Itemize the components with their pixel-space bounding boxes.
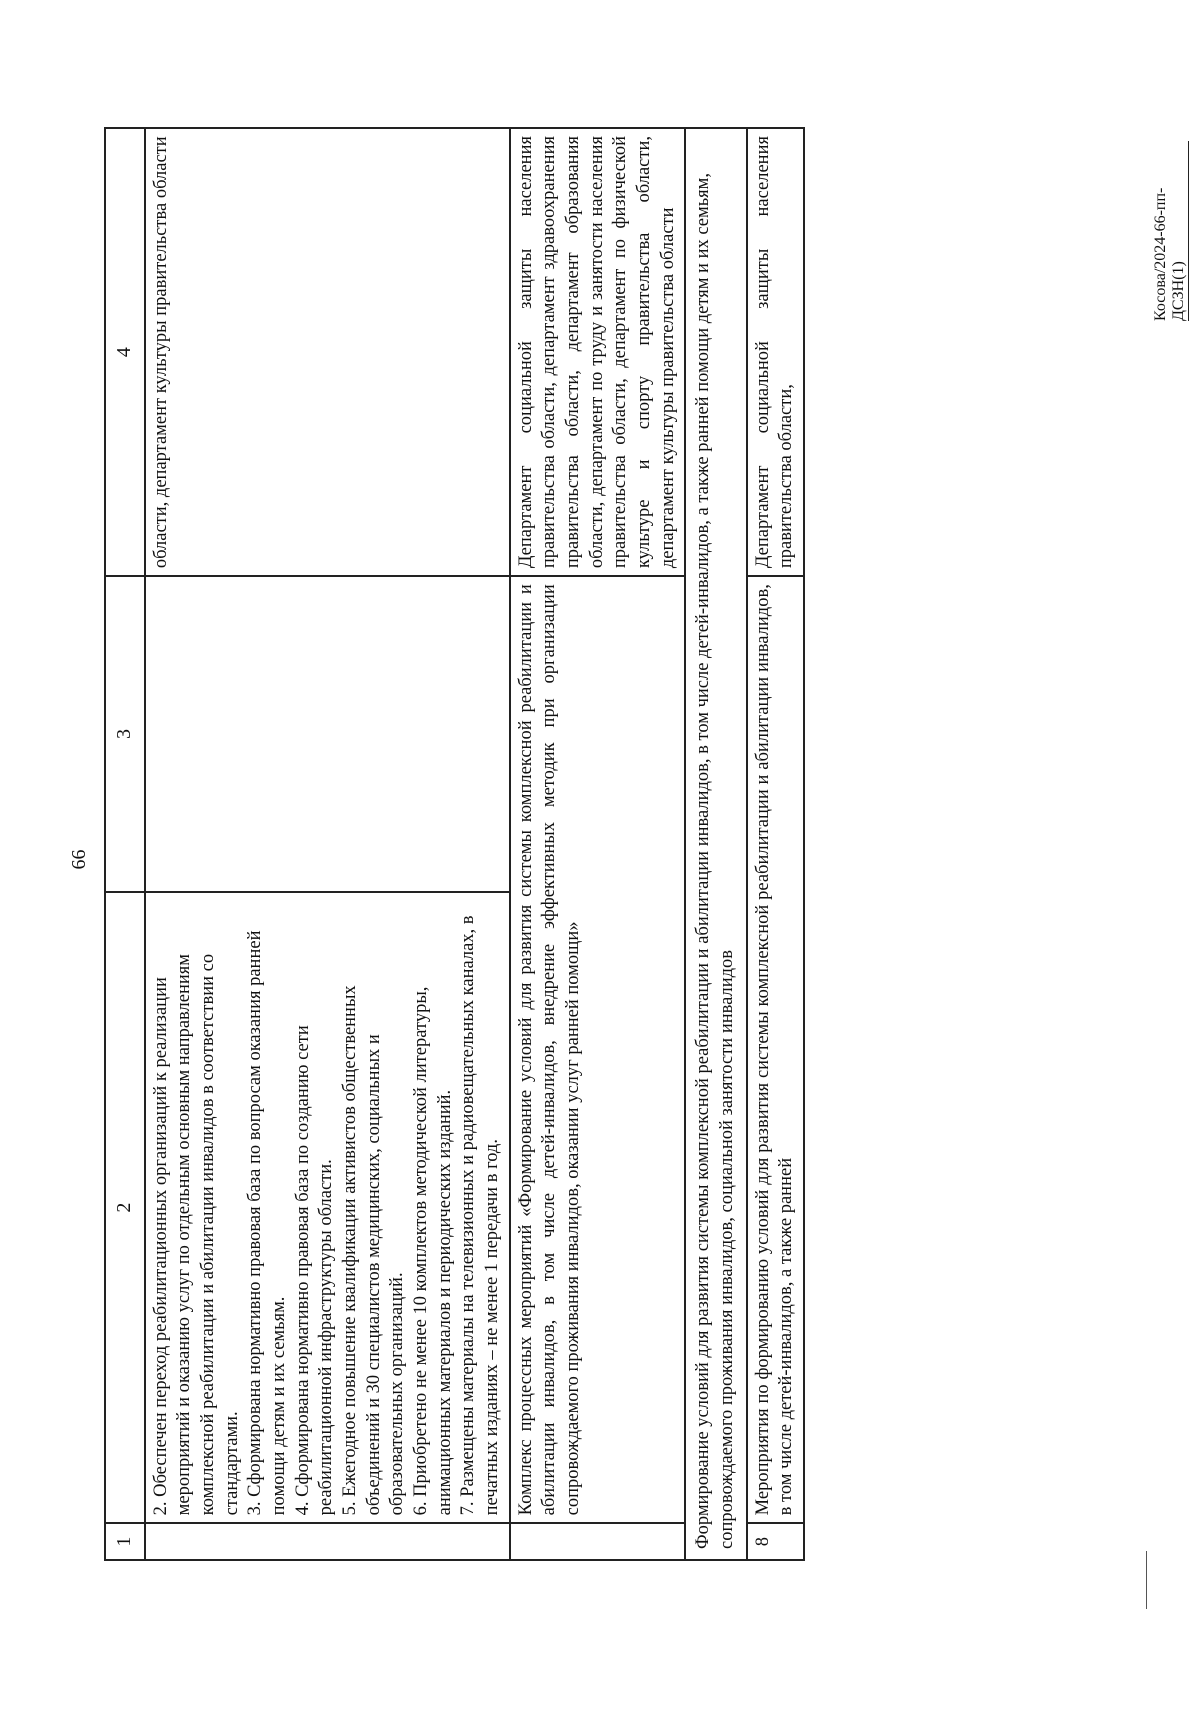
document-footer-code: Косова/2024-66-пп-ДСЗН(1): [1152, 141, 1189, 321]
table-row-complex: [510, 128, 686, 1560]
result-item: 6. Приобретено не менее 10 комплектов методической литературы, анимационных материалов и периодических изданий.: [410, 986, 455, 1516]
complex-title: Комплекс процессных мероприятий «Формирование условий для развития системы комплексной реабилитации и абилитации инвалидов, в том числе детей-инвалидов, внедрение эффективных методик при организации сопровождаемого проживания инвалидов, оказании услуг ранней помощи»: [510, 576, 686, 1523]
section-header: Формирование условий для развития системы комплексной реабилитации и абилитации инвалидов, в том числе детей-инвалидов, а также ранней помощи детям и их семьям, сопровождаемого проживания инвалидов, социальной занятости инвалидов: [685, 128, 746, 1560]
complex-responsible: Департамент социальной защиты населения правительства области, департамент здравоохранения правительства области, департамент образования области, департамент по труду и занятости населения правительства области, департамент по физической культуре и спорту правительства области, департамент культуры правительства области: [510, 128, 686, 576]
section-header-row: [685, 128, 746, 1560]
header-col-3: 3: [105, 576, 145, 892]
results-responsible: области, департамент культуры правительства области: [145, 128, 510, 576]
page-number: 66: [68, 849, 90, 870]
results-col-1: [145, 1523, 510, 1560]
result-item: 2. Обеспечен переход реабилитационных организаций к реализации мероприятий и оказанию услуг по отдельным основным направлениям комплексной реабилитации и абилитации инвалидов в соответствии со стандартами.: [150, 953, 242, 1516]
table-row-results: [145, 128, 510, 1560]
result-item: 3. Сформирована нормативно правовая база по вопросам оказания ранней помощи детям и их семьям.: [245, 930, 289, 1516]
measures-table: [104, 127, 805, 1561]
header-col-1: 1: [105, 1523, 145, 1560]
results-col-3: [145, 576, 510, 892]
table-row-8: [747, 128, 804, 1560]
row-8-measure: Мероприятия по формированию условий для развития системы комплексной реабилитации и абилитации инвалидов, в том числе детей-инвалидов, а также ранней: [747, 576, 804, 1523]
header-col-2: 2: [105, 892, 145, 1523]
margin-line: [1146, 1551, 1147, 1609]
complex-col-1: [510, 1523, 686, 1560]
results-list: [145, 892, 510, 1523]
result-item: 7. Размещены материалы на телевизионных и радиовещательных каналах, в печатных изданиях – не менее 1 передачи в год.: [458, 915, 502, 1516]
header-col-4: 4: [105, 128, 145, 576]
row-8-responsible: Департамент социальной защиты населения правительства области,: [747, 128, 804, 576]
result-item: 5. Ежегодное повышение квалификации активистов общественных объединений и 30 специалистов медицинских, социальных и образовательных организаций.: [339, 985, 408, 1516]
result-item: 4. Сформирована нормативно правовая база по созданию сети реабилитационной инфраструктуры области.: [292, 1025, 337, 1516]
row-8-number: 8: [747, 1523, 804, 1560]
table-header-row: [105, 128, 145, 1560]
